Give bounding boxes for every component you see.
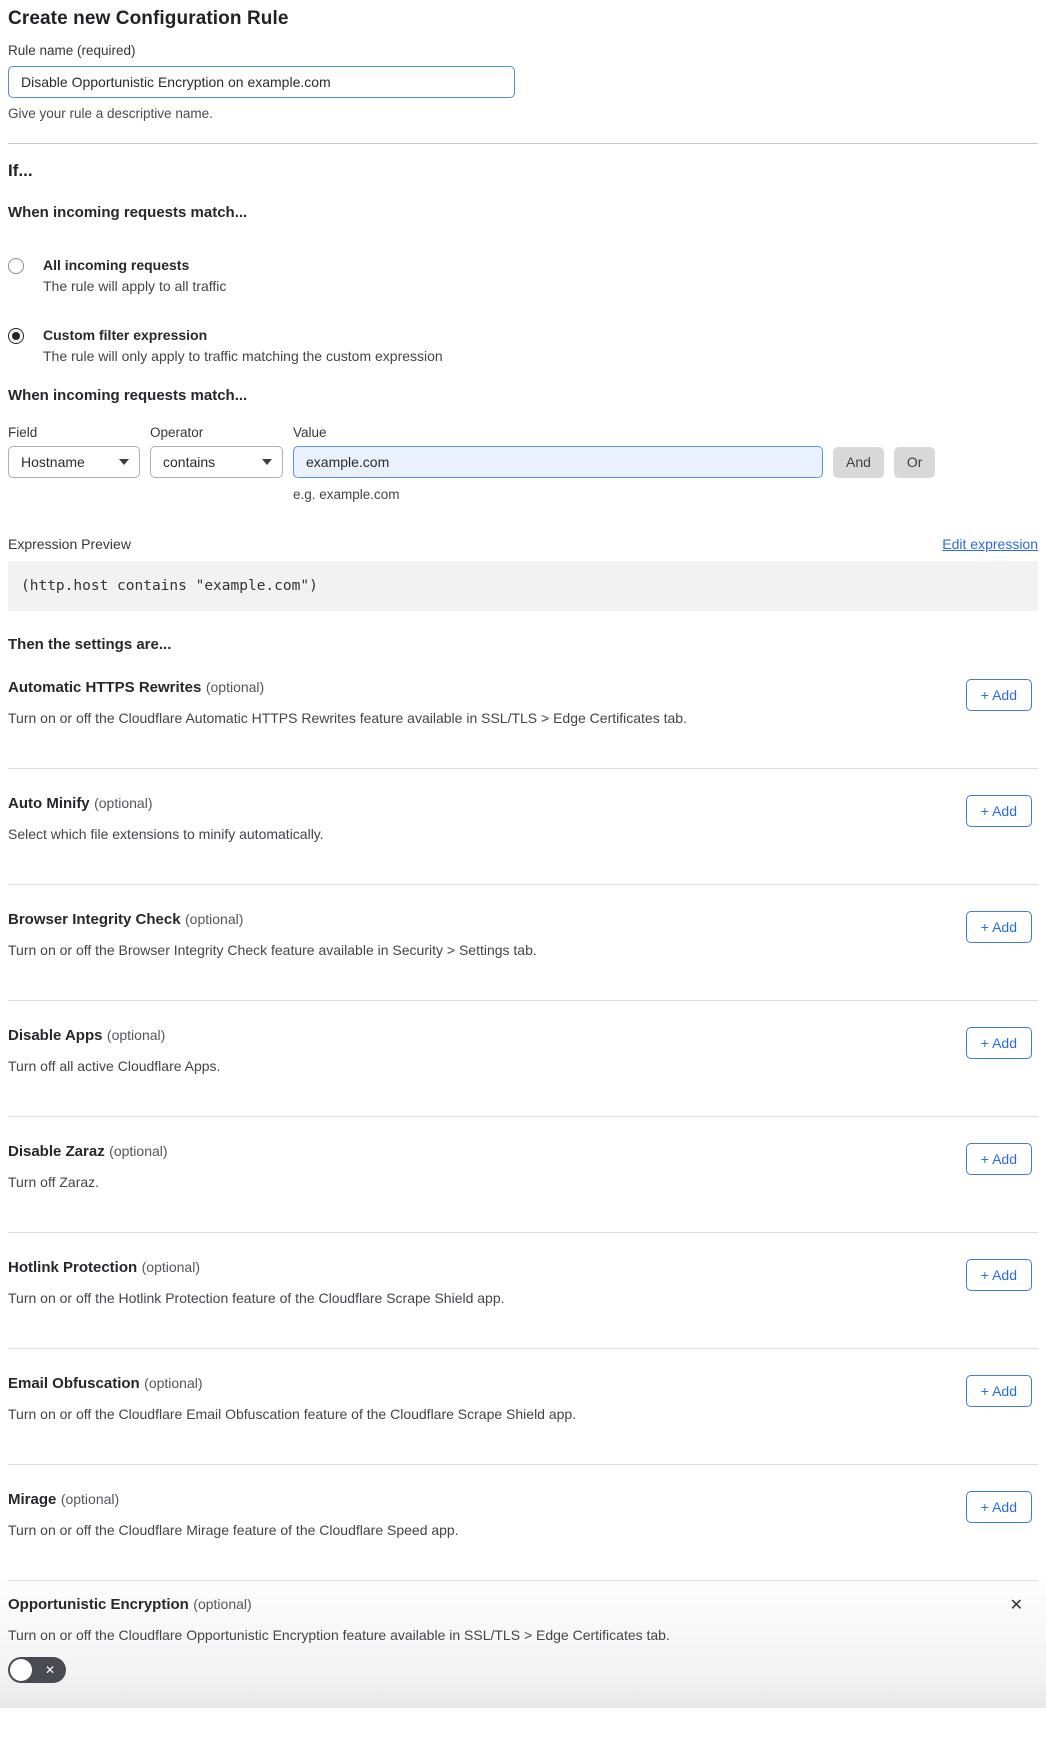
field-select[interactable] bbox=[8, 446, 140, 478]
value-input[interactable] bbox=[293, 446, 823, 478]
match-heading: When incoming requests match... bbox=[8, 204, 248, 221]
rule-name-label: Rule name (required) bbox=[8, 43, 136, 58]
add-button[interactable]: + Add bbox=[966, 1375, 1032, 1407]
close-icon[interactable]: ✕ bbox=[1009, 1597, 1023, 1614]
setting-optional-label: (optional) bbox=[60, 1491, 120, 1507]
setting-optional-label: (optional) bbox=[185, 911, 244, 927]
setting-row bbox=[8, 1233, 1038, 1349]
add-button[interactable]: + Add bbox=[966, 1143, 1032, 1175]
chevron-down-icon bbox=[262, 459, 272, 465]
setting-optional-label: (optional) bbox=[193, 1596, 252, 1612]
setting-title: Opportunistic Encryption bbox=[8, 1596, 189, 1613]
setting-description: Turn off Zaraz. bbox=[8, 1174, 100, 1190]
operator-select[interactable] bbox=[150, 446, 283, 478]
radio-option-label: All incoming requests bbox=[43, 257, 190, 273]
settings-list bbox=[8, 653, 1038, 1581]
then-heading: Then the settings are... bbox=[8, 636, 172, 653]
setting-title: Browser Integrity Check bbox=[8, 911, 181, 928]
setting-optional-label: (optional) bbox=[205, 679, 265, 695]
setting-description: Select which file extensions to minify automatically. bbox=[8, 826, 324, 842]
or-button[interactable]: Or bbox=[894, 447, 936, 478]
expression-preview-code: (http.host contains "example.com") bbox=[8, 561, 1038, 611]
setting-title: Automatic HTTPS Rewrites bbox=[8, 679, 202, 696]
setting-row bbox=[8, 885, 1038, 1001]
radio-option-description: The rule will apply to all traffic bbox=[43, 278, 227, 294]
operator-select-value: contains bbox=[163, 454, 216, 470]
operator-column-label: Operator bbox=[150, 425, 204, 440]
value-hint: e.g. example.com bbox=[293, 487, 400, 502]
opportunistic-encryption-toggle[interactable] bbox=[8, 1657, 66, 1683]
setting-row bbox=[8, 1465, 1038, 1581]
setting-description: Turn on or off the Hotlink Protection feature of the Cloudflare Scrape Shield app. bbox=[8, 1290, 505, 1306]
field-column-label: Field bbox=[8, 425, 38, 440]
add-button[interactable]: + Add bbox=[966, 911, 1032, 943]
setting-description: Turn off all active Cloudflare Apps. bbox=[8, 1058, 221, 1074]
field-select-value: Hostname bbox=[21, 454, 85, 470]
section-divider bbox=[8, 143, 1038, 144]
expression-builder-row bbox=[8, 446, 1038, 478]
setting-title: Disable Apps bbox=[8, 1027, 103, 1044]
radio-option-all-requests[interactable] bbox=[8, 257, 1038, 294]
radio-selected-icon[interactable] bbox=[8, 328, 24, 344]
if-heading: If... bbox=[8, 161, 33, 180]
page-title: Create new Configuration Rule bbox=[8, 8, 289, 29]
builder-heading: When incoming requests match... bbox=[8, 387, 248, 404]
add-button[interactable]: + Add bbox=[966, 1027, 1032, 1059]
add-button[interactable]: + Add bbox=[966, 795, 1032, 827]
toggle-knob bbox=[10, 1659, 32, 1681]
setting-optional-label: (optional) bbox=[94, 795, 153, 811]
setting-optional-label: (optional) bbox=[144, 1375, 203, 1391]
chevron-down-icon bbox=[119, 459, 129, 465]
setting-description: Turn on or off the Browser Integrity Check feature available in Security > Settings tab. bbox=[8, 942, 537, 958]
setting-title: Mirage bbox=[8, 1491, 57, 1508]
radio-option-label: Custom filter expression bbox=[43, 327, 208, 343]
rule-name-input[interactable] bbox=[8, 66, 515, 98]
setting-title: Hotlink Protection bbox=[8, 1259, 138, 1276]
setting-description: Turn on or off the Cloudflare Opportunistic Encryption feature available in SSL/TLS > Edge Certificates tab. bbox=[8, 1627, 670, 1643]
value-column-label: Value bbox=[293, 425, 327, 440]
setting-title: Auto Minify bbox=[8, 795, 90, 812]
rule-name-help: Give your rule a descriptive name. bbox=[8, 106, 213, 121]
setting-optional-label: (optional) bbox=[106, 1027, 166, 1043]
radio-option-description: The rule will only apply to traffic matching the custom expression bbox=[43, 348, 443, 364]
setting-row-opportunistic-encryption bbox=[0, 1581, 1046, 1708]
add-button[interactable]: + Add bbox=[966, 1491, 1032, 1523]
edit-expression-link[interactable]: Edit expression bbox=[942, 536, 1038, 552]
builder-column-labels bbox=[8, 425, 1038, 440]
setting-title: Disable Zaraz bbox=[8, 1143, 105, 1160]
expression-preview-label: Expression Preview bbox=[8, 536, 131, 552]
setting-optional-label: (optional) bbox=[141, 1259, 200, 1275]
radio-unselected-icon[interactable] bbox=[8, 258, 24, 274]
add-button[interactable]: + Add bbox=[966, 679, 1032, 711]
setting-row bbox=[8, 1001, 1038, 1117]
setting-description: Turn on or off the Cloudflare Email Obfuscation feature of the Cloudflare Scrape Shield app. bbox=[8, 1406, 577, 1422]
setting-row bbox=[8, 1117, 1038, 1233]
toggle-off-x-icon: ✕ bbox=[44, 1663, 55, 1677]
setting-optional-label: (optional) bbox=[109, 1143, 168, 1159]
setting-title: Email Obfuscation bbox=[8, 1375, 140, 1392]
setting-row bbox=[8, 769, 1038, 885]
add-button[interactable]: + Add bbox=[966, 1259, 1032, 1291]
setting-row bbox=[8, 653, 1038, 769]
and-button[interactable]: And bbox=[833, 447, 884, 478]
radio-option-custom-expression[interactable] bbox=[8, 327, 1038, 364]
setting-description: Turn on or off the Cloudflare Mirage feature of the Cloudflare Speed app. bbox=[8, 1522, 459, 1538]
setting-description: Turn on or off the Cloudflare Automatic HTTPS Rewrites feature available in SSL/TLS > Edge Certificates tab. bbox=[8, 710, 687, 726]
setting-row bbox=[8, 1349, 1038, 1465]
